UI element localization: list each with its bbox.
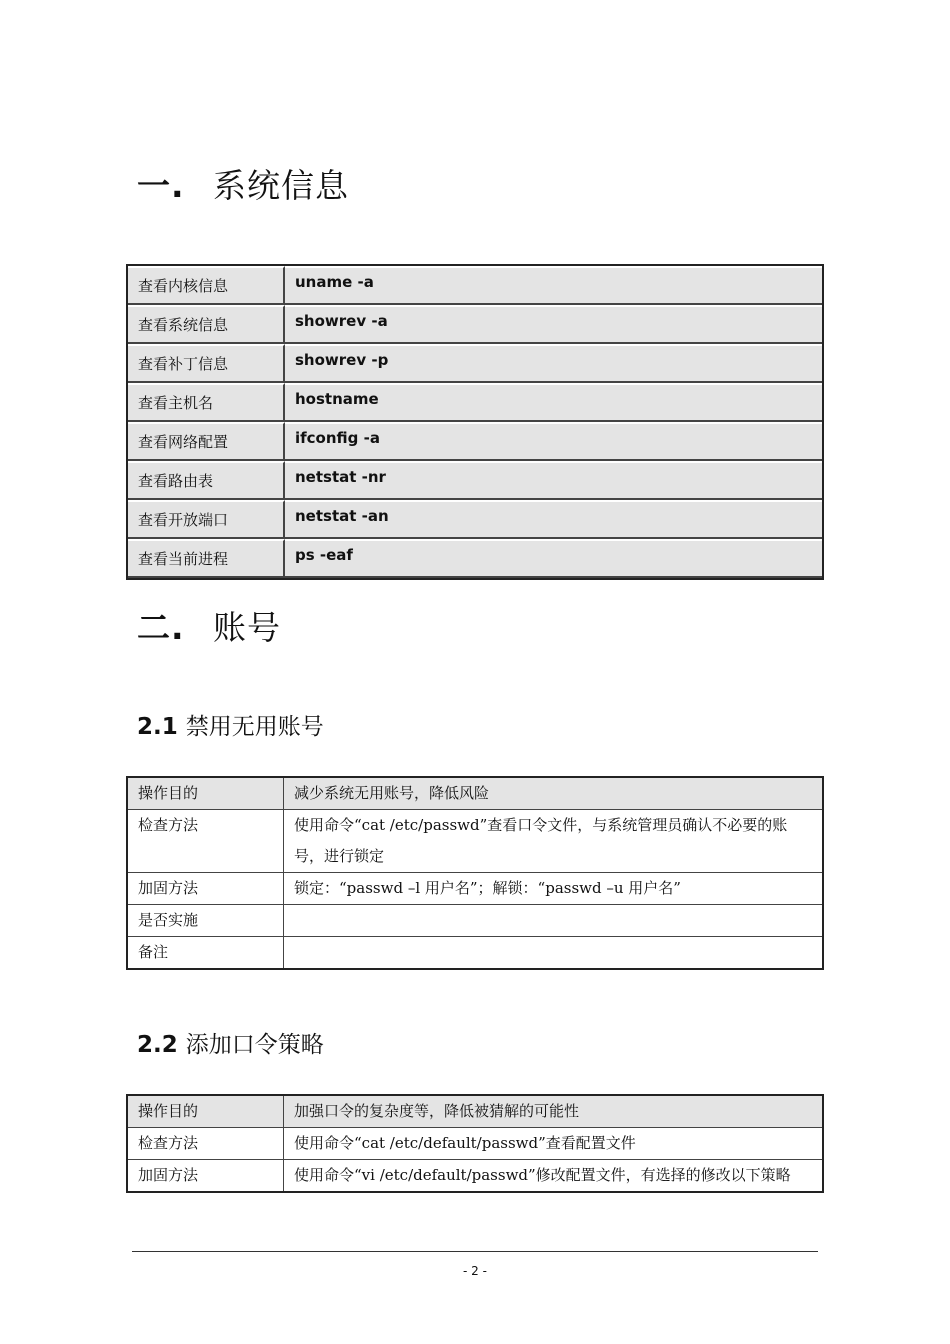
row-label: 查看开放端口 xyxy=(128,500,285,539)
table-row xyxy=(128,305,822,344)
row-label: 检查方法 xyxy=(127,810,284,873)
table-row xyxy=(127,810,823,873)
table-row xyxy=(128,539,822,578)
table-row xyxy=(127,937,823,970)
row-command: hostname xyxy=(285,383,822,422)
table-row xyxy=(128,383,822,422)
row-label: 查看系统信息 xyxy=(128,305,285,344)
table-row xyxy=(127,777,823,810)
disable-accounts-table xyxy=(126,776,824,970)
table-row xyxy=(128,422,822,461)
table-row xyxy=(127,905,823,937)
row-value xyxy=(284,937,824,970)
row-command: netstat -an xyxy=(285,500,822,539)
row-label: 备注 xyxy=(127,937,284,970)
row-value xyxy=(284,905,824,937)
subsection-heading-disable-accounts xyxy=(137,708,324,741)
row-label: 操作目的 xyxy=(127,1095,284,1128)
page-number: - 2 - xyxy=(463,1264,487,1278)
row-label: 查看路由表 xyxy=(128,461,285,500)
section-title: 账号 xyxy=(213,608,281,647)
row-command: ifconfig -a xyxy=(285,422,822,461)
row-label: 查看主机名 xyxy=(128,383,285,422)
subsection-number: 2.1 xyxy=(137,714,178,740)
subsection-heading-password-policy xyxy=(137,1026,324,1059)
row-value: 锁定：“passwd –l 用户名”；解锁：“passwd –u 用户名” xyxy=(284,873,824,905)
row-label: 查看补丁信息 xyxy=(128,344,285,383)
row-label: 是否实施 xyxy=(127,905,284,937)
section-heading-system-info xyxy=(137,160,349,207)
subsection-title: 禁用无用账号 xyxy=(185,714,324,740)
row-value: 使用命令“cat /etc/passwd”查看口令文件，与系统管理员确认不必要的账号，进行锁定 xyxy=(284,810,824,873)
row-command: ps -eaf xyxy=(285,539,822,578)
section-title: 系统信息 xyxy=(213,166,349,205)
table-row xyxy=(128,266,822,305)
table-row xyxy=(127,1160,823,1193)
row-label: 加固方法 xyxy=(127,873,284,905)
system-info-table xyxy=(126,264,824,580)
row-value: 使用命令“vi /etc/default/passwd”修改配置文件，有选择的修改以下策略 xyxy=(284,1160,824,1193)
table-row xyxy=(127,1128,823,1160)
row-label: 加固方法 xyxy=(127,1160,284,1193)
row-value: 加强口令的复杂度等，降低被猜解的可能性 xyxy=(284,1095,824,1128)
subsection-title: 添加口令策略 xyxy=(185,1032,324,1058)
subsection-number: 2.2 xyxy=(137,1032,178,1058)
row-command: uname -a xyxy=(285,266,822,305)
row-value: 使用命令“cat /etc/default/passwd”查看配置文件 xyxy=(284,1128,824,1160)
section-number: 一. xyxy=(137,166,185,205)
row-label: 检查方法 xyxy=(127,1128,284,1160)
footer-divider xyxy=(132,1251,818,1252)
row-value: 减少系统无用账号，降低风险 xyxy=(284,777,824,810)
table-row xyxy=(128,461,822,500)
row-label: 查看内核信息 xyxy=(128,266,285,305)
row-label: 操作目的 xyxy=(127,777,284,810)
row-label: 查看当前进程 xyxy=(128,539,285,578)
row-label: 查看网络配置 xyxy=(128,422,285,461)
table-row xyxy=(128,500,822,539)
section-number: 二. xyxy=(137,608,185,647)
row-command: showrev -p xyxy=(285,344,822,383)
table-row xyxy=(127,873,823,905)
row-command: netstat -nr xyxy=(285,461,822,500)
table-row xyxy=(128,344,822,383)
password-policy-table xyxy=(126,1094,824,1193)
section-heading-accounts xyxy=(137,602,281,649)
table-row xyxy=(127,1095,823,1128)
row-command: showrev -a xyxy=(285,305,822,344)
